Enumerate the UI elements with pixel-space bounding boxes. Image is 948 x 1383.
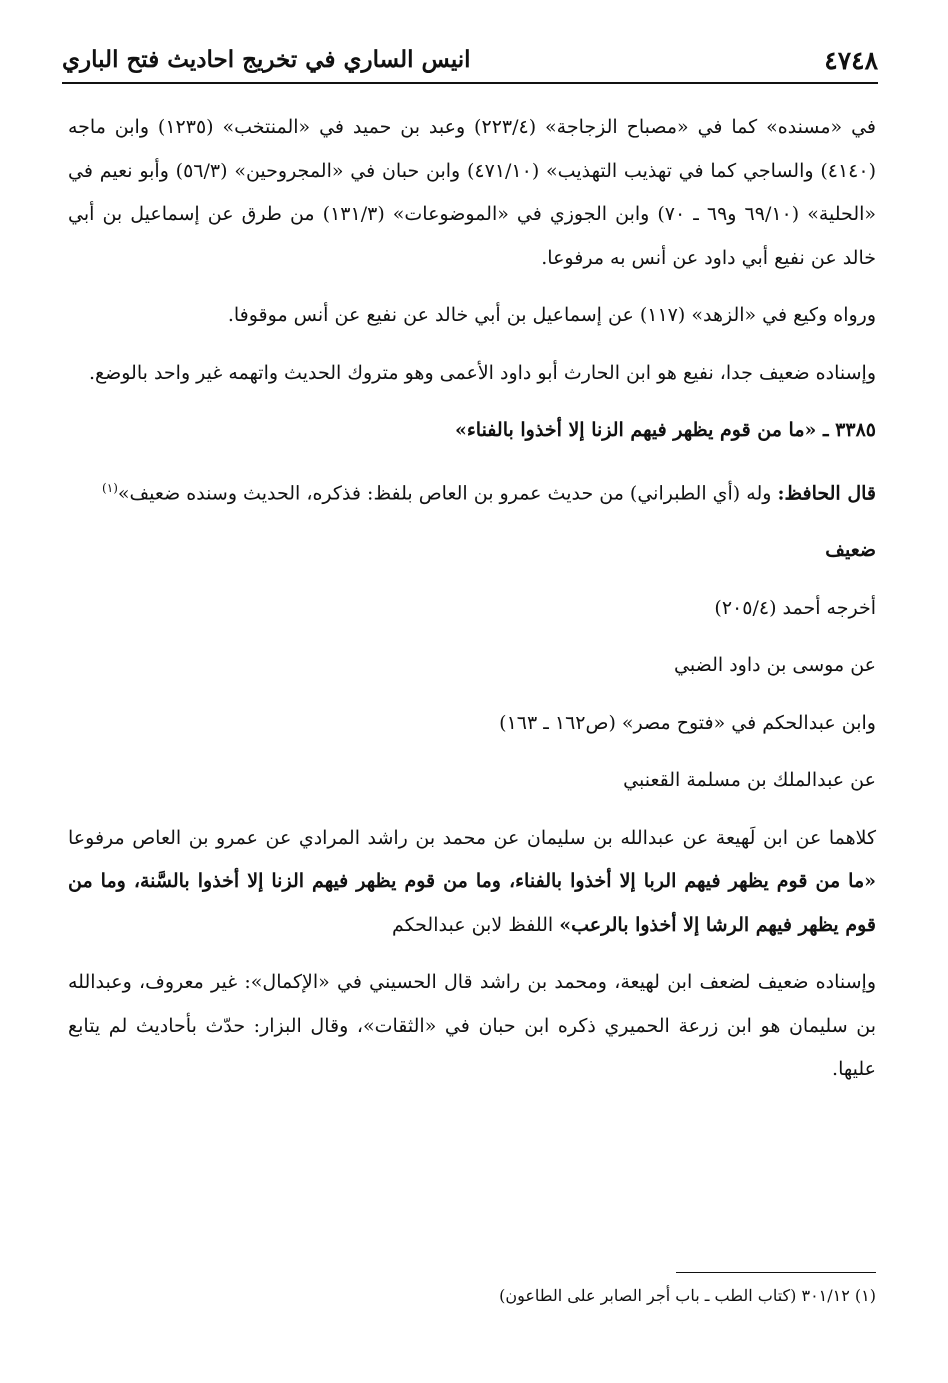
- paragraph-4-end: اللفظ لابن عبدالحكم: [392, 913, 560, 936]
- page-header: [62, 40, 878, 84]
- page-number: ٤٧٤٨: [824, 46, 878, 75]
- hafiz-quote: [68, 467, 876, 516]
- source-line-4: عن عبدالملك بن مسلمة القعنبي: [623, 769, 876, 792]
- running-title: انيس الساري في تخريج احاديث فتح الباري: [62, 46, 471, 73]
- source-line-3: وابن عبدالحكم في «فتوح مصر» (ص١٦٢ ـ ١٦٣): [499, 711, 876, 734]
- main-text: [68, 106, 876, 1106]
- paragraph-4-start: كلاهما عن ابن لَهيعة عن عبدالله بن سليمان عن محمد بن راشد المرادي عن عمرو بن العاص مرفوعا: [68, 826, 876, 849]
- grade-label: ضعيف: [825, 539, 876, 562]
- hafiz-label: قال الحافظ:: [777, 481, 876, 504]
- paragraph-5: وإسناده ضعيف لضعف ابن لهيعة، ومحمد بن راشد قال الحسيني في «الإكمال»: غير معروف، وعبدالله بن سليمان هو ابن زرعة الحميري ذكره ابن حبان في «الثقات»، وقال البزار: حدّث بأحاديث لم يتابع عليها.: [68, 971, 876, 1081]
- header-divider: [62, 82, 878, 84]
- source-line-2: عن موسى بن داود الضبي: [674, 654, 876, 677]
- footnote: (١) ٣٠١/١٢ (كتاب الطب ـ باب أجر الصابر على الطاعون): [499, 1286, 876, 1305]
- paragraph-2: ورواه وكيع في «الزهد» (١١٧) عن إسماعيل بن أبي خالد عن نفيع عن أنس موقوفا.: [227, 304, 876, 326]
- paragraph-1: في «مسنده» كما في «مصباح الزجاجة» (٢٢٣/٤) وعبد بن حميد في «المنتخب» (١٢٣٥) وابن ماجه (٤١٤٠) والساجي كما في تهذيب التهذيب» (٤٧١/١٠) وابن حبان في «المجروحين» (٥٦/٣) وأبو نعيم في «الحلية» (٦٩/١٠ و٦٩ ـ ٧٠) وابن الجوزي في «الموضوعات» (١٣١/٣) من طرق عن إسماعيل بن أبي خالد عن نفيع أبي داود عن أنس به مرفوعا.: [68, 116, 877, 269]
- paragraph-4-hadith: «ما من قوم يظهر فيهم الربا إلا أخذوا بالفناء، وما من قوم يظهر فيهم الزنا إلا أخذوا بالسَّنة، وما من قوم يظهر فيهم الرشا إلا أخذوا بالرعب»: [68, 870, 876, 936]
- paragraph-4: [68, 817, 876, 948]
- footnote-ref: (١): [102, 480, 118, 495]
- source-line-1: أخرجه أحمد (٢٠٥/٤): [714, 596, 876, 619]
- footnote-divider: [676, 1272, 876, 1273]
- hafiz-text: وله (أي الطبراني) من حديث عمرو بن العاص بلفظ: فذكره، الحديث وسنده ضعيف»: [117, 481, 778, 504]
- paragraph-3: وإسناده ضعيف جدا، نفيع هو ابن الحارث أبو داود الأعمى وهو متروك الحديث واتهمه غير واحد بالوضع.: [88, 361, 876, 384]
- hadith-heading: ٣٣٨٥ ـ «ما من قوم يظهر فيهم الزنا إلا أخذوا بالفناء»: [454, 419, 876, 441]
